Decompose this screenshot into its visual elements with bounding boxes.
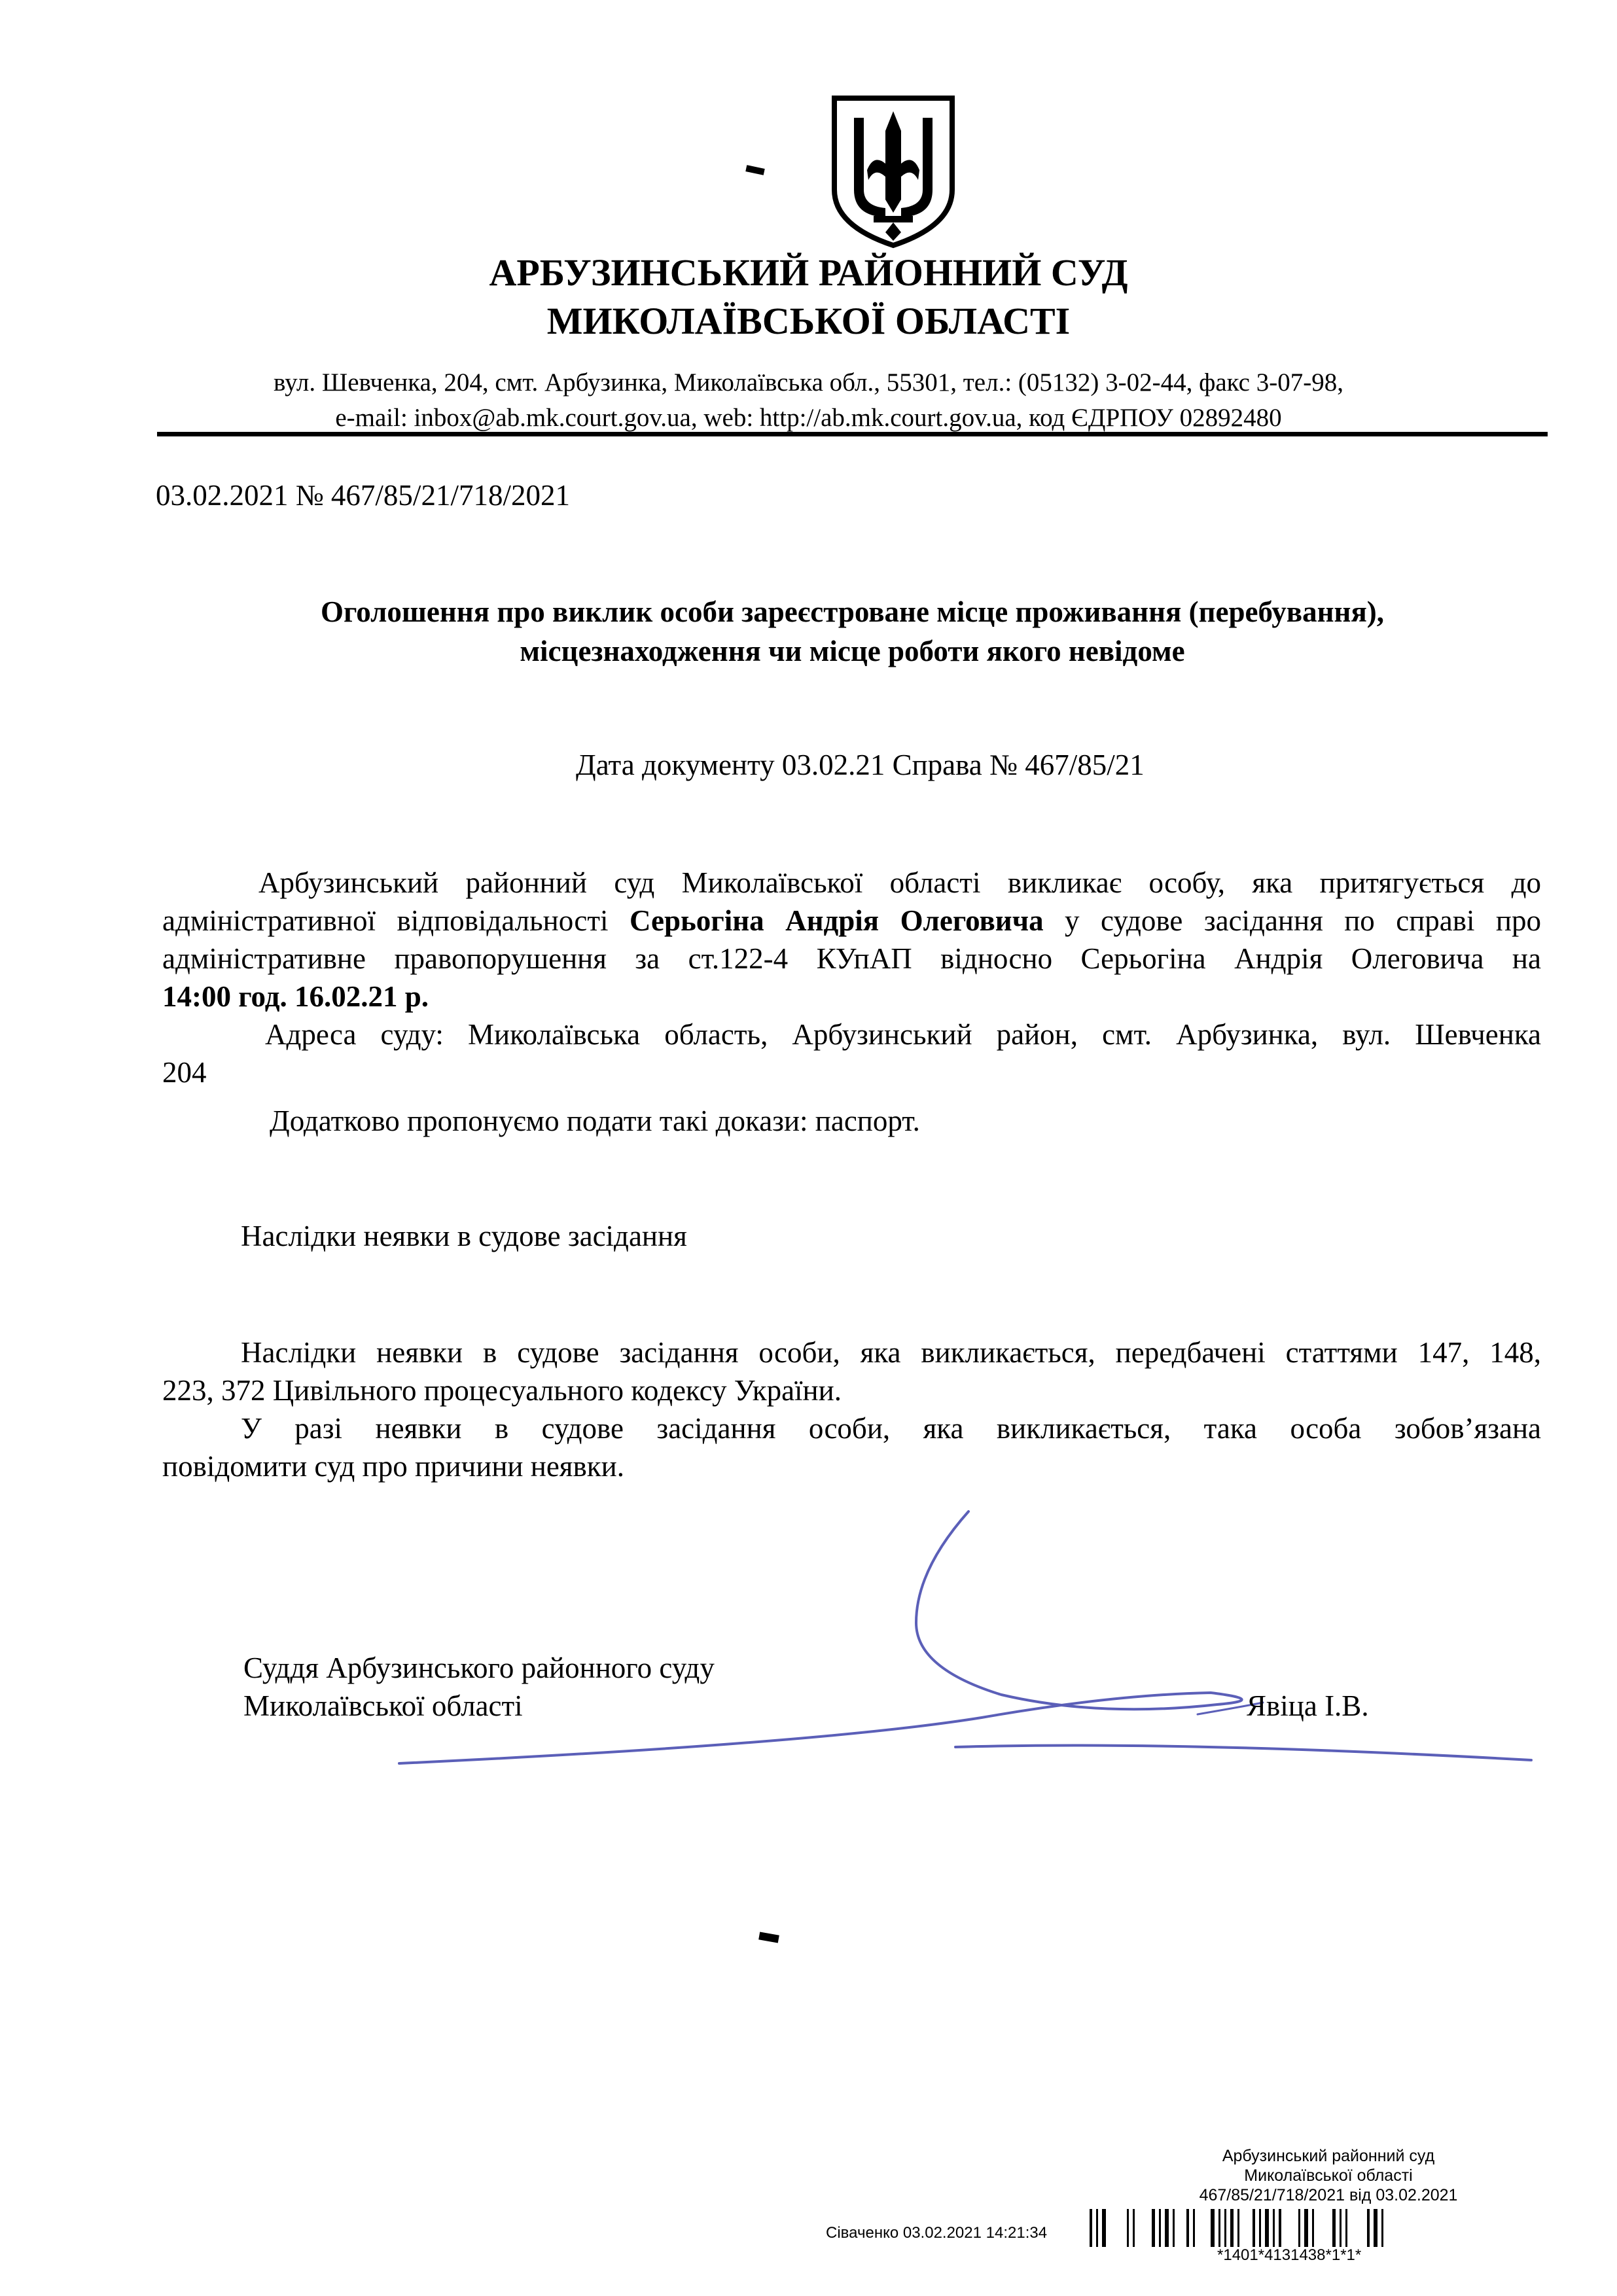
notice-title-line1: Оголошення про виклик особи зареєстроване місце проживання (перебування), — [320, 595, 1385, 628]
stamp-clerk-timestamp: Сіваченко 03.02.2021 14:21:34 — [826, 2224, 1048, 2242]
summons-paragraph-line3: адміністративне правопорушення за ст.122-4 КУпАП відносно Серьогіна Андрія Олеговича на — [162, 942, 1541, 975]
notify-paragraph-line2: повідомити суд про причини неявки. — [162, 1450, 624, 1483]
barcode — [1090, 2209, 1574, 2248]
document-reference: 03.02.2021 № 467/85/21/718/2021 — [156, 479, 570, 512]
stamp-court-line1: Арбузинський районний суд — [1222, 2147, 1435, 2165]
judge-name: Явіца І.В. — [1247, 1689, 1369, 1722]
court-address: вул. Шевченка, 204, смт. Арбузинка, Миколаївська обл., 55301, тел.: (05132) 3-02-44, факс 3-07-98, — [274, 368, 1343, 397]
stamp-court-line2: Миколаївської області — [1244, 2166, 1413, 2185]
summons-paragraph-line2 — [162, 903, 1541, 938]
court-contacts: e-mail: inbox@ab.mk.court.gov.ua, web: http://ab.mk.court.gov.ua, код ЄДРПОУ 02892480 — [335, 404, 1282, 432]
court-name-line1: АРБУЗИНСЬКИЙ РАЙОННИЙ СУД — [489, 251, 1128, 294]
notice-title-line2: місцезнаходження чи місце роботи якого невідоме — [520, 635, 1185, 667]
judge-title-line1: Суддя Арбузинського районного суду — [243, 1651, 715, 1684]
header-divider — [157, 432, 1548, 436]
handwritten-signature — [393, 1498, 1544, 1786]
consequences-paragraph-line1: Наслідки неявки в судове засідання особи, яка викликається, передбачені статтями 147, 148, — [241, 1336, 1541, 1369]
stamp-registration-number: 467/85/21/718/2021 від 03.02.2021 — [1199, 2186, 1458, 2204]
hearing-time: 14:00 год. 16.02.21 р. — [162, 980, 429, 1013]
document-date-case: Дата документу 03.02.21 Справа № 467/85/21 — [576, 749, 1145, 781]
court-address-line2: 204 — [162, 1056, 207, 1089]
consequences-paragraph-line2: 223, 372 Цивільного процесуального кодексу України. — [162, 1374, 842, 1407]
scan-mark — [745, 165, 764, 175]
court-address-line1: Адреса суду: Миколаївська область, Арбузинський район, смт. Арбузинка, вул. Шевченка — [265, 1018, 1541, 1051]
tryzub-coat-of-arms-icon — [828, 92, 959, 249]
person-name: Серьогіна Андрія Олеговича — [629, 904, 1044, 937]
text-fragment: у судове засідання по справі про — [1043, 904, 1542, 937]
judge-title-line2: Миколаївської області — [243, 1689, 523, 1722]
scan-mark — [758, 1932, 779, 1943]
summons-paragraph-line1: Арбузинський районний суд Миколаївської області викликає особу, яка притягується до — [258, 866, 1541, 899]
barcode-text: *1401*4131438*1*1* — [1217, 2246, 1362, 2264]
consequences-heading: Наслідки неявки в судове засідання — [241, 1220, 687, 1252]
notify-paragraph-line1: У разі неявки в судове засідання особи, яка викликається, така особа зобов’язана — [241, 1412, 1541, 1445]
evidence-paragraph: Додатково пропонуємо подати такі докази: паспорт. — [270, 1104, 920, 1137]
court-name-line2: МИКОЛАЇВСЬКОЇ ОБЛАСТІ — [546, 300, 1071, 342]
text-fragment: адміністративної відповідальності — [162, 904, 630, 937]
